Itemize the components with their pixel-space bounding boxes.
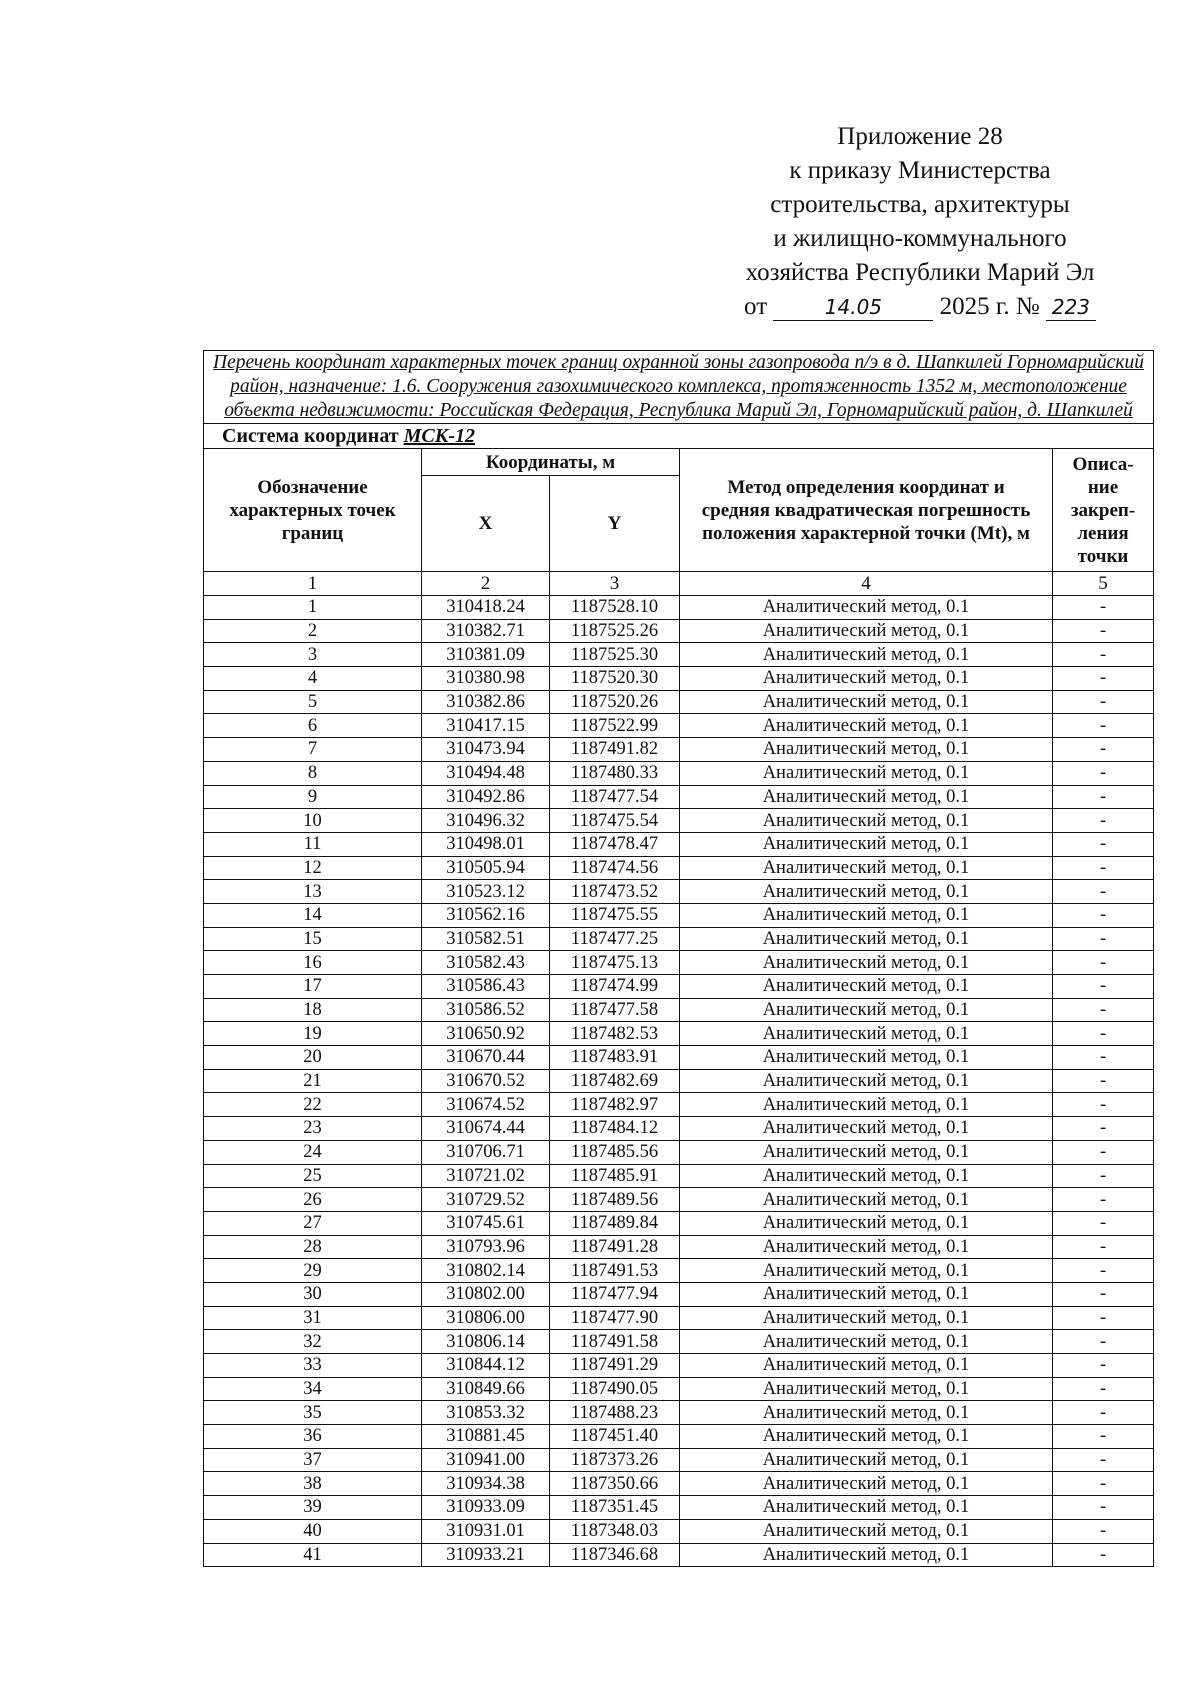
coordinate-system-value: МСК-12 (403, 424, 475, 447)
method-cell: Аналитический метод, 0.1 (680, 1543, 1053, 1567)
x-coordinate-cell: 310849.66 (422, 1377, 550, 1401)
method-cell: Аналитический метод, 0.1 (680, 785, 1053, 809)
table-row (204, 714, 1154, 738)
x-coordinate-cell: 310473.94 (422, 738, 550, 762)
y-coordinate-cell: 1187525.30 (550, 643, 680, 667)
description-cell: - (1053, 1093, 1154, 1117)
table-row (204, 667, 1154, 691)
table-row (204, 1282, 1154, 1306)
x-coordinate-cell: 310562.16 (422, 903, 550, 927)
y-coordinate-cell: 1187482.53 (550, 1022, 680, 1046)
description-cell: - (1053, 1472, 1154, 1496)
method-cell: Аналитический метод, 0.1 (680, 1211, 1053, 1235)
y-coordinate-cell: 1187477.54 (550, 785, 680, 809)
x-coordinate-cell: 310382.86 (422, 690, 550, 714)
coordinates-table (203, 350, 1154, 1567)
x-coordinate-cell: 310505.94 (422, 856, 550, 880)
point-number-cell: 1 (204, 596, 422, 620)
table-row (204, 975, 1154, 999)
y-coordinate-cell: 1187478.47 (550, 832, 680, 856)
x-coordinate-cell: 310417.15 (422, 714, 550, 738)
y-coordinate-cell: 1187346.68 (550, 1543, 680, 1567)
table-row (204, 1069, 1154, 1093)
description-cell: - (1053, 975, 1154, 999)
method-cell: Аналитический метод, 0.1 (680, 1425, 1053, 1449)
table-row (204, 1093, 1154, 1117)
description-cell: - (1053, 1211, 1154, 1235)
point-number-cell: 19 (204, 1022, 422, 1046)
y-coordinate-cell: 1187525.26 (550, 619, 680, 643)
point-number-cell: 36 (204, 1425, 422, 1449)
table-row (204, 998, 1154, 1022)
table-row (204, 1377, 1154, 1401)
method-cell: Аналитический метод, 0.1 (680, 1235, 1053, 1259)
x-coordinate-cell: 310933.21 (422, 1543, 550, 1567)
y-coordinate-cell: 1187477.90 (550, 1306, 680, 1330)
method-cell: Аналитический метод, 0.1 (680, 1448, 1053, 1472)
column-number: 2 (422, 572, 550, 596)
point-number-cell: 29 (204, 1259, 422, 1283)
table-row (204, 1117, 1154, 1141)
description-cell: - (1053, 1117, 1154, 1141)
table-row (204, 856, 1154, 880)
table-row (204, 809, 1154, 833)
y-coordinate-cell: 1187350.66 (550, 1472, 680, 1496)
x-coordinate-cell: 310844.12 (422, 1354, 550, 1378)
point-number-cell: 7 (204, 738, 422, 762)
point-number-cell: 17 (204, 975, 422, 999)
y-coordinate-cell: 1187483.91 (550, 1046, 680, 1070)
y-coordinate-cell: 1187520.26 (550, 690, 680, 714)
y-coordinate-cell: 1187348.03 (550, 1519, 680, 1543)
x-coordinate-cell: 310380.98 (422, 667, 550, 691)
method-cell: Аналитический метод, 0.1 (680, 1354, 1053, 1378)
description-cell: - (1053, 643, 1154, 667)
table-row (204, 1472, 1154, 1496)
point-number-cell: 32 (204, 1330, 422, 1354)
x-coordinate-cell: 310806.00 (422, 1306, 550, 1330)
x-coordinate-cell: 310492.86 (422, 785, 550, 809)
table-row (204, 927, 1154, 951)
column-number: 3 (550, 572, 680, 596)
method-cell: Аналитический метод, 0.1 (680, 738, 1053, 762)
description-cell: - (1053, 1069, 1154, 1093)
column-number: 5 (1053, 572, 1154, 596)
appendix-header (700, 120, 1140, 324)
table-row (204, 596, 1154, 620)
x-coordinate-cell: 310674.44 (422, 1117, 550, 1141)
header-y: Y (550, 476, 680, 572)
x-coordinate-cell: 310853.32 (422, 1401, 550, 1425)
table-row (204, 1022, 1154, 1046)
point-number-cell: 31 (204, 1306, 422, 1330)
appendix-ministry-line-2: и жилищно-коммунального (773, 225, 1067, 252)
method-cell: Аналитический метод, 0.1 (680, 998, 1053, 1022)
description-cell: - (1053, 667, 1154, 691)
order-date-line (700, 290, 1140, 324)
method-cell: Аналитический метод, 0.1 (680, 1472, 1053, 1496)
y-coordinate-cell: 1187488.23 (550, 1401, 680, 1425)
point-number-cell: 39 (204, 1496, 422, 1520)
table-row (204, 690, 1154, 714)
method-cell: Аналитический метод, 0.1 (680, 1330, 1053, 1354)
table-row (204, 738, 1154, 762)
point-number-cell: 35 (204, 1401, 422, 1425)
description-cell: - (1053, 1354, 1154, 1378)
x-coordinate-cell: 310418.24 (422, 596, 550, 620)
table-row (204, 1046, 1154, 1070)
y-coordinate-cell: 1187477.25 (550, 927, 680, 951)
coordinate-system-label: Система координат (222, 424, 399, 447)
method-cell: Аналитический метод, 0.1 (680, 643, 1053, 667)
y-coordinate-cell: 1187482.69 (550, 1069, 680, 1093)
coordinate-system-row (204, 424, 1154, 449)
table-row (204, 1519, 1154, 1543)
method-cell: Аналитический метод, 0.1 (680, 1093, 1053, 1117)
y-coordinate-cell: 1187482.97 (550, 1093, 680, 1117)
description-cell: - (1053, 1543, 1154, 1567)
description-cell: - (1053, 1188, 1154, 1212)
y-coordinate-cell: 1187484.12 (550, 1117, 680, 1141)
year-number-label: 2025 г. № (939, 293, 1040, 320)
description-cell: - (1053, 832, 1154, 856)
point-number-cell: 2 (204, 619, 422, 643)
y-coordinate-cell: 1187475.55 (550, 903, 680, 927)
header-description: Описа-ние закреп-ления точки (1053, 449, 1154, 572)
point-number-cell: 37 (204, 1448, 422, 1472)
point-number-cell: 21 (204, 1069, 422, 1093)
y-coordinate-cell: 1187491.82 (550, 738, 680, 762)
point-number-cell: 26 (204, 1188, 422, 1212)
method-cell: Аналитический метод, 0.1 (680, 975, 1053, 999)
y-coordinate-cell: 1187477.58 (550, 998, 680, 1022)
handwritten-date: 14.05 (773, 294, 933, 321)
table-row (204, 1188, 1154, 1212)
from-label: от (744, 293, 768, 320)
table-row (204, 1496, 1154, 1520)
method-cell: Аналитический метод, 0.1 (680, 809, 1053, 833)
method-cell: Аналитический метод, 0.1 (680, 761, 1053, 785)
x-coordinate-cell: 310523.12 (422, 880, 550, 904)
method-cell: Аналитический метод, 0.1 (680, 832, 1053, 856)
point-number-cell: 15 (204, 927, 422, 951)
table-row (204, 951, 1154, 975)
x-coordinate-cell: 310881.45 (422, 1425, 550, 1449)
table-row (204, 1306, 1154, 1330)
description-cell: - (1053, 1046, 1154, 1070)
x-coordinate-cell: 310802.00 (422, 1282, 550, 1306)
y-coordinate-cell: 1187489.56 (550, 1188, 680, 1212)
x-coordinate-cell: 310933.09 (422, 1496, 550, 1520)
x-coordinate-cell: 310941.00 (422, 1448, 550, 1472)
method-cell: Аналитический метод, 0.1 (680, 714, 1053, 738)
y-coordinate-cell: 1187473.52 (550, 880, 680, 904)
description-cell: - (1053, 856, 1154, 880)
method-cell: Аналитический метод, 0.1 (680, 1188, 1053, 1212)
method-cell: Аналитический метод, 0.1 (680, 1282, 1053, 1306)
x-coordinate-cell: 310586.52 (422, 998, 550, 1022)
y-coordinate-cell: 1187520.30 (550, 667, 680, 691)
method-cell: Аналитический метод, 0.1 (680, 1117, 1053, 1141)
description-cell: - (1053, 1164, 1154, 1188)
point-number-cell: 28 (204, 1235, 422, 1259)
method-cell: Аналитический метод, 0.1 (680, 1377, 1053, 1401)
description-cell: - (1053, 998, 1154, 1022)
y-coordinate-cell: 1187474.56 (550, 856, 680, 880)
x-coordinate-cell: 310498.01 (422, 832, 550, 856)
method-cell: Аналитический метод, 0.1 (680, 856, 1053, 880)
method-cell: Аналитический метод, 0.1 (680, 690, 1053, 714)
description-cell: - (1053, 1519, 1154, 1543)
y-coordinate-cell: 1187489.84 (550, 1211, 680, 1235)
description-cell: - (1053, 1235, 1154, 1259)
point-number-cell: 9 (204, 785, 422, 809)
description-cell: - (1053, 1377, 1154, 1401)
header-method: Метод определения координат и средняя квадратическая погрешность положения характерной точки (Mt), м (680, 449, 1053, 572)
x-coordinate-cell: 310674.52 (422, 1093, 550, 1117)
description-cell: - (1053, 714, 1154, 738)
method-cell: Аналитический метод, 0.1 (680, 1496, 1053, 1520)
description-cell: - (1053, 880, 1154, 904)
table-row (204, 1235, 1154, 1259)
table-row (204, 1448, 1154, 1472)
point-number-cell: 33 (204, 1354, 422, 1378)
table-row (204, 1425, 1154, 1449)
header-point-designation: Обозначение характерных точек границ (204, 449, 422, 572)
description-cell: - (1053, 619, 1154, 643)
table-row (204, 1164, 1154, 1188)
description-cell: - (1053, 1425, 1154, 1449)
point-number-cell: 40 (204, 1519, 422, 1543)
y-coordinate-cell: 1187522.99 (550, 714, 680, 738)
point-number-cell: 23 (204, 1117, 422, 1141)
y-coordinate-cell: 1187528.10 (550, 596, 680, 620)
method-cell: Аналитический метод, 0.1 (680, 927, 1053, 951)
point-number-cell: 41 (204, 1543, 422, 1567)
point-number-cell: 8 (204, 761, 422, 785)
method-cell: Аналитический метод, 0.1 (680, 1306, 1053, 1330)
description-cell: - (1053, 1022, 1154, 1046)
point-number-cell: 3 (204, 643, 422, 667)
method-cell: Аналитический метод, 0.1 (680, 1519, 1053, 1543)
description-cell: - (1053, 1401, 1154, 1425)
x-coordinate-cell: 310496.32 (422, 809, 550, 833)
method-cell: Аналитический метод, 0.1 (680, 1022, 1053, 1046)
description-cell: - (1053, 690, 1154, 714)
method-cell: Аналитический метод, 0.1 (680, 880, 1053, 904)
description-cell: - (1053, 1259, 1154, 1283)
point-number-cell: 27 (204, 1211, 422, 1235)
table-row (204, 1140, 1154, 1164)
description-cell: - (1053, 903, 1154, 927)
method-cell: Аналитический метод, 0.1 (680, 1259, 1053, 1283)
y-coordinate-cell: 1187474.99 (550, 975, 680, 999)
description-cell: - (1053, 761, 1154, 785)
method-cell: Аналитический метод, 0.1 (680, 1140, 1053, 1164)
y-coordinate-cell: 1187490.05 (550, 1377, 680, 1401)
y-coordinate-cell: 1187491.28 (550, 1235, 680, 1259)
x-coordinate-cell: 310793.96 (422, 1235, 550, 1259)
x-coordinate-cell: 310670.52 (422, 1069, 550, 1093)
x-coordinate-cell: 310382.71 (422, 619, 550, 643)
point-number-cell: 5 (204, 690, 422, 714)
x-coordinate-cell: 310586.43 (422, 975, 550, 999)
table-row (204, 643, 1154, 667)
point-number-cell: 16 (204, 951, 422, 975)
point-number-cell: 38 (204, 1472, 422, 1496)
point-number-cell: 14 (204, 903, 422, 927)
x-coordinate-cell: 310582.51 (422, 927, 550, 951)
x-coordinate-cell: 310650.92 (422, 1022, 550, 1046)
table-row (204, 1211, 1154, 1235)
description-cell: - (1053, 1330, 1154, 1354)
header-x: X (422, 476, 550, 572)
table-row (204, 761, 1154, 785)
x-coordinate-cell: 310729.52 (422, 1188, 550, 1212)
point-number-cell: 20 (204, 1046, 422, 1070)
x-coordinate-cell: 310670.44 (422, 1046, 550, 1070)
handwritten-order-number: 223 (1046, 294, 1096, 321)
y-coordinate-cell: 1187475.54 (550, 809, 680, 833)
y-coordinate-cell: 1187480.33 (550, 761, 680, 785)
table-title: Перечень координат характерных точек границ охранной зоны газопровода п/э в д. Шапкилей Горномарийский район, назначение: 1.6. Сооружения газохимического комплекса, протяженность 1352 м, местоположение объекта недвижимости: Российская Федерация, Республика Марий Эл, Горномарийский район, д. Шапкилей (204, 351, 1154, 424)
y-coordinate-cell: 1187485.56 (550, 1140, 680, 1164)
x-coordinate-cell: 310806.14 (422, 1330, 550, 1354)
description-cell: - (1053, 809, 1154, 833)
method-cell: Аналитический метод, 0.1 (680, 1046, 1053, 1070)
appendix-order-line: к приказу Министерства (789, 157, 1051, 184)
x-coordinate-cell: 310582.43 (422, 951, 550, 975)
table-row (204, 832, 1154, 856)
description-cell: - (1053, 596, 1154, 620)
description-cell: - (1053, 1496, 1154, 1520)
description-cell: - (1053, 1282, 1154, 1306)
appendix-number: Приложение 28 (837, 123, 1003, 150)
point-number-cell: 30 (204, 1282, 422, 1306)
point-number-cell: 22 (204, 1093, 422, 1117)
method-cell: Аналитический метод, 0.1 (680, 619, 1053, 643)
y-coordinate-cell: 1187475.13 (550, 951, 680, 975)
method-cell: Аналитический метод, 0.1 (680, 951, 1053, 975)
table-row (204, 903, 1154, 927)
y-coordinate-cell: 1187477.94 (550, 1282, 680, 1306)
description-cell: - (1053, 951, 1154, 975)
point-number-cell: 11 (204, 832, 422, 856)
method-cell: Аналитический метод, 0.1 (680, 1164, 1053, 1188)
point-number-cell: 6 (204, 714, 422, 738)
description-cell: - (1053, 927, 1154, 951)
column-number: 4 (680, 572, 1053, 596)
y-coordinate-cell: 1187491.29 (550, 1354, 680, 1378)
method-cell: Аналитический метод, 0.1 (680, 596, 1053, 620)
table-row (204, 619, 1154, 643)
description-cell: - (1053, 1306, 1154, 1330)
point-number-cell: 12 (204, 856, 422, 880)
x-coordinate-cell: 310706.71 (422, 1140, 550, 1164)
x-coordinate-cell: 310494.48 (422, 761, 550, 785)
x-coordinate-cell: 310745.61 (422, 1211, 550, 1235)
description-cell: - (1053, 738, 1154, 762)
method-cell: Аналитический метод, 0.1 (680, 1401, 1053, 1425)
y-coordinate-cell: 1187491.58 (550, 1330, 680, 1354)
x-coordinate-cell: 310381.09 (422, 643, 550, 667)
y-coordinate-cell: 1187351.45 (550, 1496, 680, 1520)
table-row (204, 1543, 1154, 1567)
y-coordinate-cell: 1187373.26 (550, 1448, 680, 1472)
description-cell: - (1053, 1448, 1154, 1472)
appendix-ministry-line-1: строительства, архитектуры (770, 191, 1070, 218)
method-cell: Аналитический метод, 0.1 (680, 903, 1053, 927)
appendix-ministry-line-3: хозяйства Республики Марий Эл (745, 259, 1095, 286)
x-coordinate-cell: 310931.01 (422, 1519, 550, 1543)
point-number-cell: 25 (204, 1164, 422, 1188)
point-number-cell: 18 (204, 998, 422, 1022)
point-number-cell: 13 (204, 880, 422, 904)
table-row (204, 880, 1154, 904)
y-coordinate-cell: 1187485.91 (550, 1164, 680, 1188)
table-row (204, 1330, 1154, 1354)
table-row (204, 1259, 1154, 1283)
method-cell: Аналитический метод, 0.1 (680, 1069, 1053, 1093)
y-coordinate-cell: 1187491.53 (550, 1259, 680, 1283)
column-numbers-row (204, 572, 1154, 596)
point-number-cell: 34 (204, 1377, 422, 1401)
description-cell: - (1053, 785, 1154, 809)
y-coordinate-cell: 1187451.40 (550, 1425, 680, 1449)
x-coordinate-cell: 310721.02 (422, 1164, 550, 1188)
point-number-cell: 4 (204, 667, 422, 691)
x-coordinate-cell: 310802.14 (422, 1259, 550, 1283)
method-cell: Аналитический метод, 0.1 (680, 667, 1053, 691)
x-coordinate-cell: 310934.38 (422, 1472, 550, 1496)
point-number-cell: 24 (204, 1140, 422, 1164)
point-number-cell: 10 (204, 809, 422, 833)
table-row (204, 785, 1154, 809)
description-cell: - (1053, 1140, 1154, 1164)
table-row (204, 1354, 1154, 1378)
header-coordinates: Координаты, м (422, 449, 680, 476)
table-row (204, 1401, 1154, 1425)
column-number: 1 (204, 572, 422, 596)
